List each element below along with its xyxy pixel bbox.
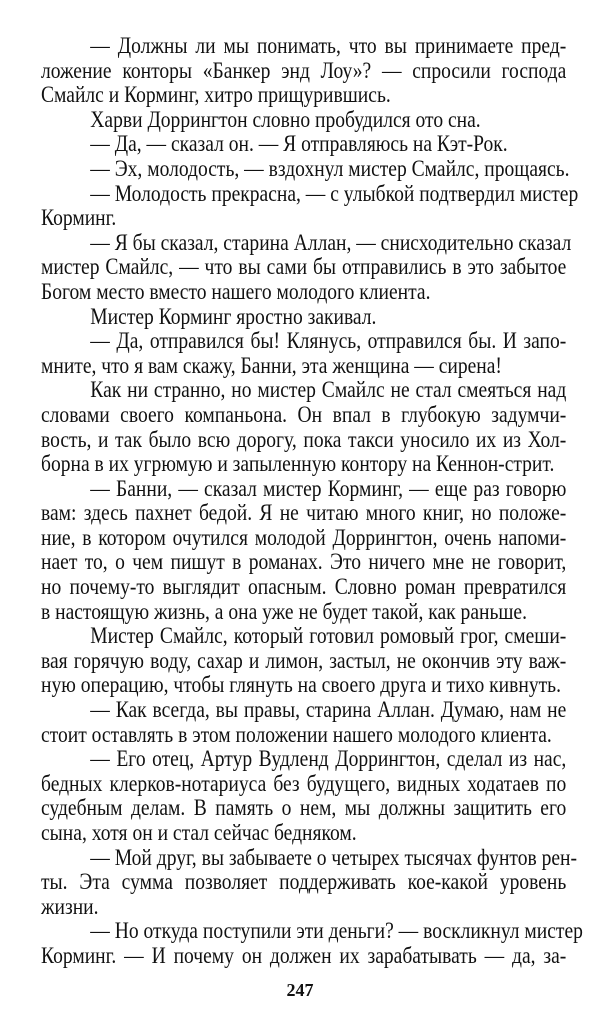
text-line: — Но откуда поступили эти деньги? — воскликнул мистер bbox=[90, 918, 583, 944]
page-body-text bbox=[41, 33, 583, 969]
paragraph bbox=[41, 477, 566, 625]
text-line: вам: здесь пахнет бедой. Я не читаю много книг, но положе- bbox=[41, 500, 567, 526]
text-line: бедных клерков-нотариуса без будущего, видных ходатаев по bbox=[41, 770, 567, 796]
text-line: стоит оставлять в этом положении нашего молодого клиента. bbox=[41, 721, 552, 747]
text-line: вая горячую воду, сахар и лимон, застыл, не окончив эту важ- bbox=[41, 647, 567, 673]
paragraph bbox=[41, 698, 566, 747]
text-line: ты. Эта сумма позволяет поддерживать кое-какой уровень bbox=[41, 869, 567, 895]
text-line: ную операцию, чтобы глянуть на своего друга и тихо кивнуть. bbox=[41, 672, 561, 698]
text-line: Смайлс и Корминг, хитро прищурившись. bbox=[41, 82, 391, 108]
text-line: Корминг. bbox=[41, 205, 117, 231]
paragraph bbox=[41, 844, 578, 920]
paragraph bbox=[41, 329, 566, 378]
paragraph bbox=[41, 229, 572, 305]
text-line: — Я бы сказал, старина Аллан, — снисходительно сказал bbox=[90, 229, 572, 255]
text-line: но почему-то выглядит опасным. Словно роман превратился bbox=[41, 574, 567, 600]
text-line: — Эх, молодость, — вздохнул мистер Смайлс, прощаясь. bbox=[90, 155, 570, 181]
paragraph bbox=[41, 918, 583, 968]
text-line: — Мой друг, вы забываете о четырех тысячах фунтов рен- bbox=[90, 844, 578, 870]
page-number: 247 bbox=[286, 980, 314, 1000]
text-line: Богом место вместо нашего молодого клиента. bbox=[41, 278, 431, 304]
text-line: Мистер Корминг яростно закивал. bbox=[90, 303, 377, 329]
text-line: ние, в котором очутился молодой Доррингтон, очень напоми- bbox=[41, 524, 567, 550]
paragraph bbox=[41, 624, 566, 698]
text-line: Как ни странно, но мистер Смайлс не стал смеяться над bbox=[90, 377, 567, 403]
text-line: — Как всегда, вы правы, старина Аллан. Думаю, нам не bbox=[90, 697, 567, 723]
text-line: сына, хотя он и стал сейчас бедняком. bbox=[41, 820, 357, 845]
text-line: — Да, отправился бы! Клянусь, отправился бы. И запо- bbox=[90, 328, 567, 354]
paragraph bbox=[41, 747, 566, 845]
text-line: жизни. bbox=[41, 893, 99, 919]
paragraph bbox=[41, 180, 579, 231]
text-line: судебным делам. В память о нем, мы должны защитить его bbox=[41, 795, 567, 821]
paragraph bbox=[41, 155, 570, 182]
text-line: мистер Смайлс, — что вы сами бы отправились в это забытое bbox=[41, 254, 567, 280]
paragraph bbox=[41, 108, 566, 133]
text-line: Мистер Смайлс, который готовил ромовый грог, смеши- bbox=[90, 623, 567, 649]
text-line: словами своего компаньона. Он впал в глубокую задумчи- bbox=[41, 401, 567, 427]
paragraph bbox=[41, 132, 566, 157]
text-line: — Его отец, Артур Вудленд Доррингтон, сделал из нас, bbox=[90, 746, 567, 772]
text-line: — Да, — сказал он. — Я отправляюсь на Кэт-Рок. bbox=[90, 131, 508, 157]
text-line: мните, что я вам скажу, Банни, эта женщина — сирена! bbox=[41, 352, 502, 378]
paragraph bbox=[41, 305, 566, 330]
text-line: борна в их угрюмую и запыленную контору на Кеннон-стрит. bbox=[41, 451, 555, 477]
text-line: Харви Доррингтон словно пробудился ото сна. bbox=[90, 106, 481, 132]
text-line: Корминг. — И почему он должен их зарабатывать — да, за- bbox=[41, 942, 567, 968]
text-line: — Должны ли мы понимать, что вы принимаете пред- bbox=[90, 33, 567, 58]
paragraph bbox=[41, 34, 566, 108]
text-line: вость, и так было всю дорогу, пока такси уносило их из Хол- bbox=[41, 426, 567, 452]
paragraph bbox=[41, 378, 566, 476]
text-line: нает то, о чем пишут в романах. Это ничего мне не говорит, bbox=[41, 549, 567, 575]
text-line: — Молодость прекрасна, — с улыбкой подтвердил мистер bbox=[90, 180, 579, 206]
text-line: — Банни, — сказал мистер Корминг, — еще раз говорю bbox=[90, 475, 567, 501]
text-line: в настоящую жизнь, а она уже не будет такой, как раньше. bbox=[41, 598, 528, 624]
text-line: ложение конторы «Банкер энд Лоу»? — спросили господа bbox=[41, 57, 567, 83]
